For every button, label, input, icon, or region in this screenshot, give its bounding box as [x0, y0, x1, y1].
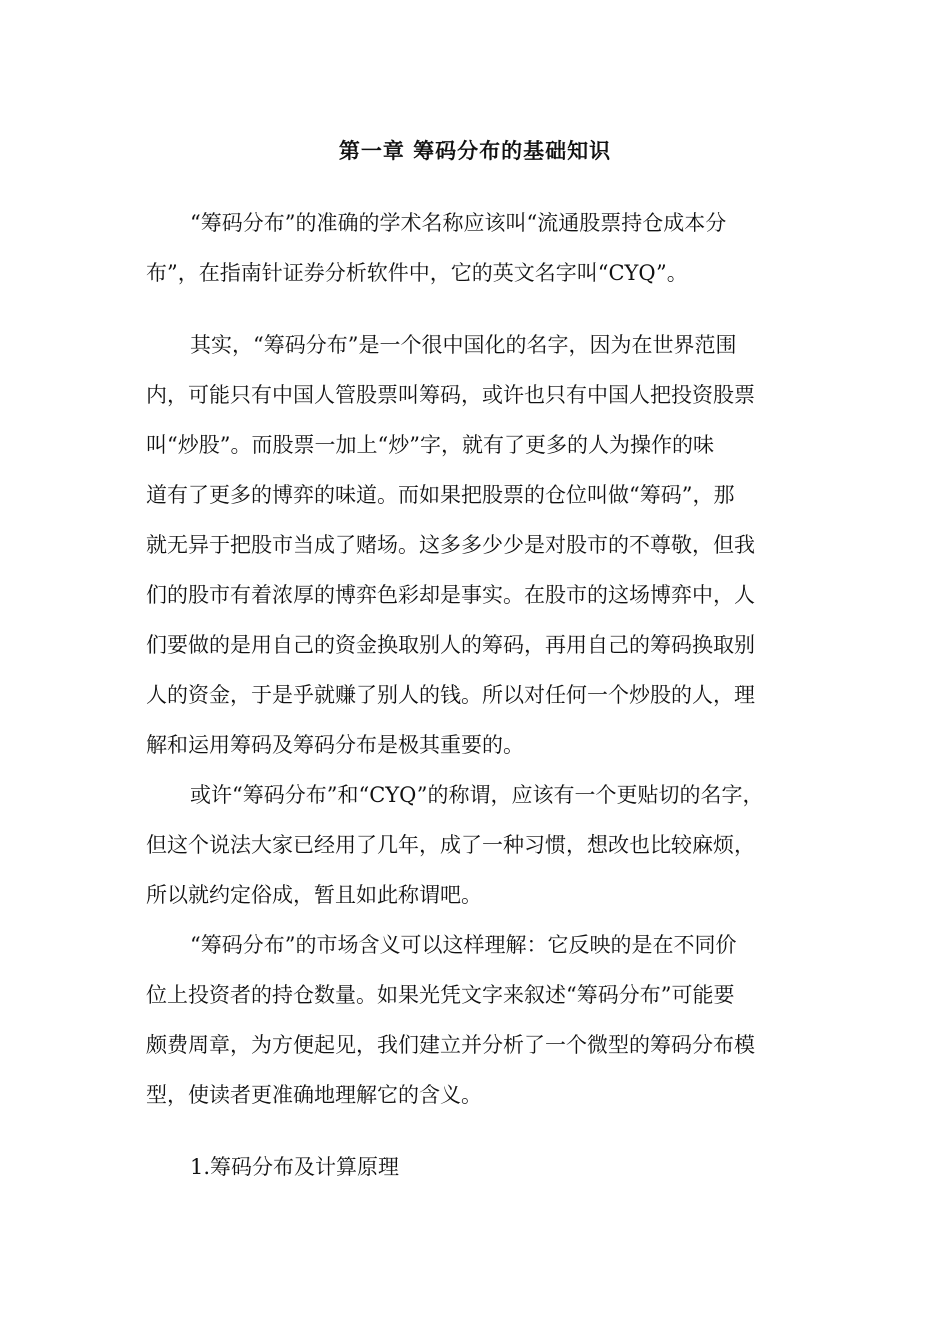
paragraph-2-line-6: 们的股市有着浓厚的博弈色彩却是事实。在股市的这场博弈中，人 — [146, 583, 755, 607]
paragraph-2-line-8: 人的资金，于是乎就赚了别人的钱。所以对任何一个炒股的人，理 — [146, 683, 755, 707]
paragraph-4-line-4: 型，使读者更准确地理解它的含义。 — [146, 1083, 482, 1107]
paragraph-3-line-3: 所以就约定俗成，暂且如此称谓吧。 — [146, 883, 482, 907]
paragraph-3-line-1: 或许“筹码分布”和“CYQ”的称谓，应该有一个更贴切的名字， — [190, 783, 764, 807]
chapter-title: 第一章 筹码分布的基础知识 — [338, 138, 612, 163]
section-heading: 1.筹码分布及计算原理 — [190, 1155, 400, 1179]
paragraph-3-line-2: 但这个说法大家已经用了几年，成了一种习惯，想改也比较麻烦， — [146, 833, 755, 857]
paragraph-1-line-1: “筹码分布”的准确的学术名称应该叫“流通股票持仓成本分 — [190, 211, 727, 235]
paragraph-2-line-2: 内，可能只有中国人管股票叫筹码，或许也只有中国人把投资股票 — [146, 383, 755, 407]
paragraph-2-line-9: 解和运用筹码及筹码分布是极其重要的。 — [146, 733, 524, 757]
paragraph-2-line-3: 叫“炒股”。而股票一加上“炒”字，就有了更多的人为操作的味 — [146, 433, 714, 457]
paragraph-2-line-1: 其实，“筹码分布”是一个很中国化的名字，因为在世界范围 — [190, 333, 737, 357]
paragraph-4-line-1: “筹码分布”的市场含义可以这样理解：它反映的是在不同价 — [190, 933, 737, 957]
paragraph-2-line-7: 们要做的是用自己的资金换取别人的筹码，再用自己的筹码换取别 — [146, 633, 755, 657]
paragraph-1-line-2: 布”，在指南针证券分析软件中，它的英文名字叫“CYQ”。 — [146, 261, 688, 285]
paragraph-4-line-3: 颇费周章，为方便起见，我们建立并分析了一个微型的筹码分布模 — [146, 1033, 755, 1057]
paragraph-4-line-2: 位上投资者的持仓数量。如果光凭文字来叙述“筹码分布”可能要 — [146, 983, 735, 1007]
paragraph-2-line-4: 道有了更多的博弈的味道。而如果把股票的仓位叫做“筹码”，那 — [146, 483, 735, 507]
paragraph-2-line-5: 就无异于把股市当成了赌场。这多多少少是对股市的不尊敬，但我 — [146, 533, 755, 557]
